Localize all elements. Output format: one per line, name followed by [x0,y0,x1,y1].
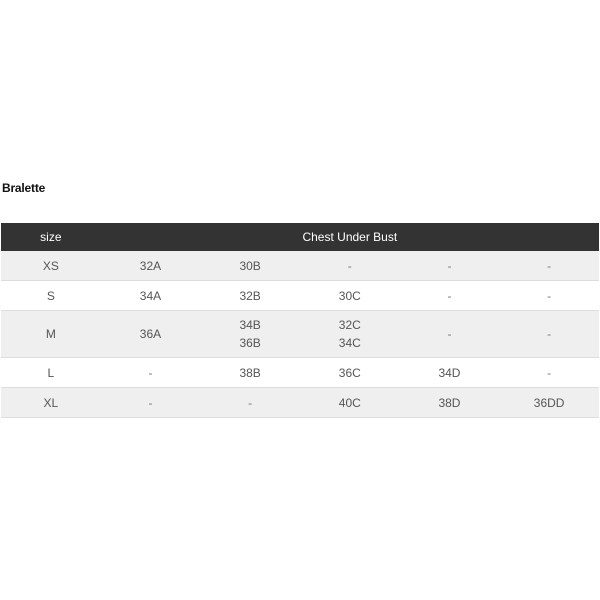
chest-size-cell [400,388,500,418]
table-header-row [1,223,599,251]
cell-value: - [447,288,452,303]
chest-size-cell [499,388,599,418]
size-chart-table [1,223,599,418]
size-column-header: size [1,223,101,251]
chest-size-cell [200,388,300,418]
cell-value: 38D [438,395,461,410]
cell-value: 32C [338,318,361,332]
chest-size-cell [200,281,300,311]
table-row [1,281,599,311]
cell-value: 34D [438,365,461,380]
chest-size-cell [200,358,300,388]
chest-size-cell [400,251,500,281]
chest-size-cell [101,281,201,311]
table-body [1,251,599,418]
cell-value: - [547,258,552,273]
chest-size-cell [101,311,201,358]
cell-value: 32B [239,288,261,303]
cell-value: 32A [139,258,162,273]
chest-size-cell [499,358,599,388]
size-cell: S [1,281,101,311]
table-row [1,388,599,418]
cell-value: 34A [139,288,162,303]
page-title: Bralette [2,181,46,195]
chest-size-cell [101,251,201,281]
chest-under-bust-header: Chest Under Bust [101,223,599,251]
chest-size-cell [400,311,500,358]
chest-size-cell [499,311,599,358]
cell-value: - [447,327,452,341]
cell-value: - [148,365,153,380]
chest-size-cell [300,311,400,358]
chest-size-cell [300,358,400,388]
chest-size-cell [300,388,400,418]
chest-size-cell [101,358,201,388]
table-row [1,311,599,358]
table-row [1,251,599,281]
cell-value: - [148,395,153,410]
cell-value: 36DD [533,395,565,410]
chest-size-cell [101,388,201,418]
table-row [1,358,599,388]
chest-size-cell [499,251,599,281]
cell-value: 36B [239,336,261,350]
chest-size-cell [400,281,500,311]
cell-value: 30C [338,288,361,303]
cell-value: 38B [239,365,261,380]
cell-value: 40C [338,395,361,410]
size-cell: XS [1,251,101,281]
chest-size-cell [499,281,599,311]
cell-value: - [547,327,552,341]
chest-size-cell [200,251,300,281]
cell-value: 34C [338,336,361,350]
size-cell: M [1,311,101,358]
cell-value: - [447,258,452,273]
cell-value: 36A [139,327,162,341]
chest-size-cell [400,358,500,388]
cell-value: 34B [239,318,261,332]
size-cell: XL [1,388,101,418]
cell-value: - [248,395,253,410]
cell-value: 36C [338,365,361,380]
chest-size-cell [200,311,300,358]
cell-value: - [547,288,552,303]
cell-value: - [547,365,552,380]
chest-size-cell [300,281,400,311]
cell-value: - [347,258,352,273]
cell-value: 30B [239,258,261,273]
chest-size-cell [300,251,400,281]
size-cell: L [1,358,101,388]
